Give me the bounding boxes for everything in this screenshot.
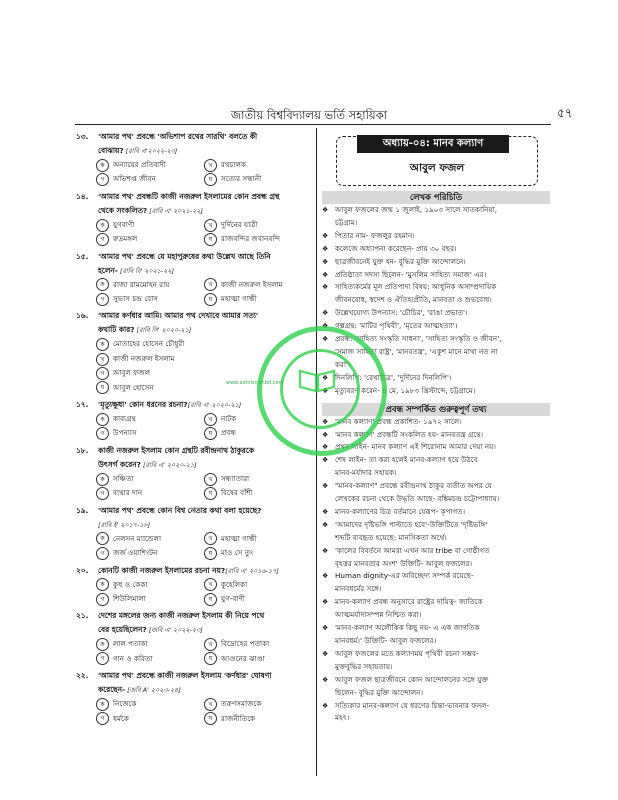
bullet-item bbox=[322, 570, 550, 596]
answer-option bbox=[204, 158, 312, 172]
chapter-title-box bbox=[336, 136, 538, 186]
bullet-text bbox=[335, 674, 550, 700]
question-text-line: করেছেন- [জবি A' ২০২৩-২৪] bbox=[98, 685, 181, 695]
option-letter-circle: ঘ bbox=[204, 427, 217, 440]
option-letter-circle: গ bbox=[96, 293, 109, 306]
bullet-text-line: মুক্তবুদ্ধির সহায়তায়। bbox=[335, 661, 393, 671]
option-letter-circle: গ bbox=[96, 367, 109, 380]
answer-option bbox=[96, 637, 204, 651]
option-text: রাজা রামমোহন রায় bbox=[113, 279, 170, 289]
bullet-item bbox=[322, 545, 550, 571]
option-text: বিদ্রোহের পতাকা bbox=[221, 639, 270, 649]
option-text: গান ও কবিতা bbox=[113, 653, 153, 663]
diamond-bullet-icon: ❖ bbox=[322, 572, 329, 581]
watermark-url: www.admissionbd.com bbox=[226, 380, 284, 386]
book-logo-icon bbox=[298, 367, 336, 393]
question-number: ১৩. bbox=[76, 132, 89, 141]
header-rule bbox=[75, 124, 551, 125]
option-letter-circle: গ bbox=[96, 593, 109, 606]
answer-option bbox=[204, 472, 312, 486]
question-text: 'আমার কর্ণধার আমি। আমার পথ দেখাবে আমার সত্য' bbox=[98, 311, 259, 321]
answer-option bbox=[96, 652, 204, 666]
answer-option bbox=[96, 292, 204, 306]
answer-option bbox=[96, 218, 204, 232]
bullet-text-line: মানব-কল্যাণ প্রবন্ধ অনুসারে রাষ্ট্রের দায়িত্ব- জাতিকে bbox=[335, 597, 483, 607]
option-letter-circle: গ bbox=[96, 712, 109, 725]
bullet-text-line: ছিলেন- বুদ্ধির মুক্তি আন্দোলন। bbox=[335, 687, 424, 697]
question-number: ১৭. bbox=[76, 400, 89, 410]
bullet-text bbox=[335, 648, 550, 674]
option-letter-circle: ক bbox=[96, 473, 109, 486]
diamond-bullet-icon: ❖ bbox=[322, 283, 329, 292]
option-text: সঞ্চিতা bbox=[113, 473, 134, 483]
question-source: [জবি এ' ২০২২-২৩] bbox=[146, 626, 203, 635]
diamond-bullet-icon: ❖ bbox=[322, 309, 329, 318]
bullet-item bbox=[322, 622, 550, 648]
option-grid bbox=[76, 278, 312, 307]
question-item bbox=[76, 564, 312, 607]
option-text: কুহু ও কেকা bbox=[113, 579, 148, 589]
diamond-bullet-icon: ❖ bbox=[322, 322, 329, 331]
question-text-line bbox=[76, 130, 312, 144]
question-text: দেশের মঙ্গলের জন্য কাজী নজরুল ইসলাম কী নিয়ে পথে bbox=[98, 611, 265, 621]
question-number: ২২. bbox=[76, 671, 89, 681]
answer-option bbox=[96, 158, 204, 172]
option-letter-circle: ঘ bbox=[204, 652, 217, 665]
diamond-bullet-icon: ❖ bbox=[322, 244, 329, 253]
answer-option bbox=[204, 592, 312, 606]
bullet-text-line: লেখকের রচনা থেকে উদ্ধৃতি আছে- বঙ্কিমচন্দ্র চট্টোপাধ্যায়। bbox=[335, 494, 500, 504]
option-text: রথচালক bbox=[221, 160, 246, 169]
bullet-item bbox=[322, 281, 550, 307]
bullet-item bbox=[322, 674, 550, 700]
answer-option bbox=[204, 292, 312, 306]
bullet-item bbox=[322, 320, 550, 333]
question-source: [রাবি এ' ২০২১-২২] bbox=[147, 206, 203, 215]
answer-option bbox=[96, 486, 204, 500]
question-text: কাজী নজরুল ইসলাম কোন গ্রন্থটি রবীন্দ্রনাথ ঠাকুরকে bbox=[98, 445, 255, 455]
option-letter-circle: ঘ bbox=[204, 173, 217, 186]
bullet-item bbox=[322, 269, 550, 282]
option-letter-circle: ক bbox=[96, 638, 109, 651]
option-letter-circle: ক bbox=[96, 413, 109, 426]
option-letter-circle: ক bbox=[96, 159, 109, 172]
option-text: দুর্দিনের যাত্রী bbox=[221, 219, 258, 229]
bullet-text bbox=[335, 281, 550, 307]
option-text: রুদ্রমঙ্গল bbox=[113, 234, 138, 244]
option-text: নেলসন ম্যান্ডেলা bbox=[113, 533, 162, 543]
question-number: ১৯. bbox=[76, 505, 89, 515]
diamond-bullet-icon: ❖ bbox=[322, 335, 329, 344]
diamond-bullet-icon: ❖ bbox=[322, 649, 329, 658]
bullet-text-line: আবুল ফজলের মতে কল্যাণময় পৃথিবী রচনা সম্ভব- bbox=[335, 648, 479, 658]
answer-option bbox=[204, 697, 312, 711]
option-letter-circle: গ bbox=[96, 652, 109, 665]
bullet-text bbox=[335, 320, 550, 333]
bullet-item bbox=[322, 243, 550, 256]
question-text: কোনটি কাজী নজরুল ইসলামের রচনা নয়? bbox=[98, 565, 226, 575]
option-text: নিজেকে bbox=[113, 699, 137, 709]
option-letter-circle: ক bbox=[96, 278, 109, 291]
bullet-item bbox=[322, 204, 550, 230]
bullet-text-line: শব্দটি ব্যবহৃত হয়েছে: মানসিকতা অর্থে। bbox=[335, 532, 447, 542]
bullet-text bbox=[335, 700, 550, 726]
question-item bbox=[76, 669, 312, 726]
diamond-bullet-icon: ❖ bbox=[322, 520, 329, 529]
diamond-bullet-icon: ❖ bbox=[322, 675, 329, 684]
question-source: [রাবি এ' ২০২০-২১] bbox=[140, 460, 197, 469]
bullet-text bbox=[335, 454, 550, 480]
bullet-text-line: কলেজে অধ্যাপনা করেছেন- প্রায় ৩০ বছর। bbox=[335, 243, 457, 253]
option-text: বিষের বাঁশী bbox=[221, 488, 253, 498]
bullet-text-line: মানব-মর্যাদার সহায়ক। bbox=[335, 468, 397, 478]
option-letter-circle: ঘ bbox=[204, 593, 217, 606]
diamond-bullet-icon: ❖ bbox=[322, 624, 329, 633]
question-number: ১৫. bbox=[76, 251, 89, 261]
option-text: অভিশপ্ত জীবন bbox=[113, 174, 156, 184]
bullet-text-line: 'মানব কল্যাণ' প্রবন্ধ প্রকাশিত- ১৯৭২ সালে। bbox=[335, 416, 462, 426]
diamond-bullet-icon: ❖ bbox=[322, 231, 329, 240]
answer-option bbox=[204, 578, 312, 592]
answer-option bbox=[96, 712, 204, 726]
question-text-line bbox=[76, 609, 312, 623]
answer-option bbox=[96, 426, 204, 440]
question-text-line bbox=[76, 190, 312, 204]
option-text: যুগবাণী bbox=[113, 219, 135, 229]
bullet-text-line: 'মানব কল্যাণ' প্রবন্ধটি সংকলিত হয়- মানবতন্ত্র গ্রন্থে। bbox=[335, 429, 484, 439]
diamond-bullet-icon: ❖ bbox=[322, 482, 329, 491]
option-text: ব্যথার দান bbox=[113, 488, 143, 498]
question-text-line bbox=[76, 309, 312, 323]
option-letter-circle: গ bbox=[96, 487, 109, 500]
answer-option bbox=[96, 232, 204, 246]
bullet-text-line: জীবনবোধ, স্বদেশ ও ঐতিহ্যপ্রীতি, মানবতা ও শুভবোধ। bbox=[335, 295, 492, 305]
bullet-text-line: "মানব-কল্যাণ" প্রবন্ধে রবীন্দ্রনাথ ঠাকুর ব্যতীত অপর যে bbox=[335, 481, 492, 491]
question-text-line bbox=[76, 504, 312, 518]
option-text: আগুনের ঝাণ্ডা bbox=[221, 653, 265, 663]
option-letter-circle: ক bbox=[96, 532, 109, 545]
question-source: [রাবি সি' ২০২০-২১] bbox=[134, 326, 192, 335]
answer-option bbox=[204, 637, 312, 651]
question-text: 'আমার পথ' প্রবন্ধে যে মহাপুরুষের কথা উল্লেখ আছে তিনি bbox=[98, 251, 271, 261]
question-text-line: থেকে সংকলিত? [রাবি এ' ২০২১-২২] bbox=[98, 205, 203, 215]
bullet-text-line: সত্যিকার মানব-কল্যাণ যে ধরণের চিন্তা-ভাবনার ফসল- bbox=[335, 700, 490, 710]
question-source: [রাবি এ' ২০১৬-১৭] bbox=[225, 566, 279, 575]
bullet-text-line: Human dignity-এর অবিচ্ছেদ্য সম্পর্ক রয়েছে- bbox=[335, 571, 474, 581]
bullet-item bbox=[322, 307, 550, 320]
diamond-bullet-icon: ❖ bbox=[322, 430, 329, 439]
bullet-text-line: আবুল ফজলের জন্ম ১ জুলাই, ১৯০৩ সালে সাতকানিয়া, bbox=[335, 205, 498, 214]
bullet-text bbox=[335, 519, 550, 545]
option-text: যুগ-বাণী bbox=[221, 593, 245, 603]
answer-option bbox=[96, 472, 204, 486]
bullet-text-line: উল্লেখযোগ্য উপন্যাস: 'চৌচির', 'রাঙা প্রভাত'। bbox=[335, 308, 468, 318]
question-item bbox=[76, 504, 312, 561]
bullet-item bbox=[322, 648, 550, 674]
answer-option bbox=[204, 232, 312, 246]
diamond-bullet-icon: ❖ bbox=[322, 257, 329, 266]
bullet-text-line: প্রতিষ্ঠাতা সদস্য ছিলেন- 'মুসলিম সাহিত্য সমাজ' এর। bbox=[335, 269, 487, 279]
question-text-line: হলেন- [রাবি বি' ২০২১-২২] bbox=[98, 265, 175, 275]
question-source: [রাবি এ'২০২২-২৩] bbox=[123, 147, 178, 155]
running-header-title: জাতীয় বিশ্ববিদ্যালয় ভর্তি সহায়িকা bbox=[230, 108, 388, 122]
option-text: ধর্মকে bbox=[113, 713, 129, 723]
chapter-author: আবুল ফজল bbox=[409, 162, 465, 174]
option-letter-circle: খ bbox=[204, 159, 217, 172]
option-text: অন্যায়ের প্রতিবাদী bbox=[113, 160, 166, 169]
question-number: ১৮. bbox=[76, 445, 89, 455]
bullet-text bbox=[335, 307, 550, 320]
question-item bbox=[76, 250, 312, 307]
bullet-text-line: সাহিত্যকর্মের মূল প্রতিপাদ্য বিষয়: আধুনিক অসাম্প্রদায়িক bbox=[335, 282, 497, 292]
question-item bbox=[76, 190, 312, 247]
bullet-text-line: আত্মমর্যাদাসম্পন্ন নিশ্চিত করা। bbox=[335, 610, 422, 620]
answer-option bbox=[96, 578, 204, 592]
question-text-line: কথাটি কার? [রাবি সি' ২০২০-২১] bbox=[98, 325, 192, 335]
answer-option bbox=[96, 532, 204, 546]
option-grid bbox=[76, 578, 312, 607]
diamond-bullet-icon: ❖ bbox=[322, 270, 329, 279]
option-letter-circle: খ bbox=[204, 413, 217, 426]
answer-option bbox=[204, 532, 312, 546]
answer-option bbox=[96, 592, 204, 606]
option-text: লাল পতাকা bbox=[113, 639, 148, 649]
question-text: 'আমার পথ' প্রবন্ধটি কাজী নজরুল ইসলামের কোন প্রবন্ধ গ্রন্থ bbox=[98, 191, 280, 201]
bullet-text bbox=[335, 596, 550, 622]
bullet-text-line: দিনলিপি: 'রেখাচিত্র', 'দুর্দিনের দিনলিপি'। bbox=[335, 372, 452, 382]
option-letter-circle: গ bbox=[96, 233, 109, 246]
question-text-line bbox=[76, 564, 312, 578]
option-text: নাটক bbox=[221, 414, 237, 424]
option-grid bbox=[76, 218, 312, 247]
question-text: 'আমার পথ' প্রবন্ধে কাজী নজরুল ইসলাম 'কর্ণধার' ঘোষণা bbox=[98, 671, 272, 681]
question-text-line bbox=[76, 444, 312, 458]
answer-option bbox=[204, 652, 312, 666]
page-number: ৫৭ bbox=[557, 106, 573, 120]
bullet-item bbox=[322, 519, 550, 545]
question-source: [রাবি বি' ২০২১-২২] bbox=[117, 266, 175, 275]
bullet-text-line: আবুল ফজল ছাত্রজীবনে কোন আন্দোলনের সঙ্গে যুক্ত bbox=[335, 674, 489, 684]
question-number: ১৬. bbox=[76, 311, 89, 321]
bullet-text-line: মানবধর্মের সঙ্গে। bbox=[335, 584, 382, 594]
option-text: মহাত্মা গান্ধী bbox=[221, 294, 257, 304]
answer-option bbox=[204, 218, 312, 232]
bullet-text-line: শেষ লাইন- তা করা হলেই মানব-কল্যাণ হয়ে উঠবে bbox=[335, 455, 478, 465]
question-source: [রাবি এ' ২০২০-২১] bbox=[187, 401, 242, 410]
bullet-item bbox=[322, 596, 550, 622]
option-text: কাজী নজরুল ইসলাম bbox=[113, 353, 175, 363]
bullet-text-line: গল্পগ্রন্থ: 'মাটির পৃথিবী', 'মৃতের আত্মহত্যা'। bbox=[335, 321, 458, 331]
option-grid bbox=[76, 472, 312, 501]
question-text-line bbox=[76, 669, 312, 683]
bullet-text bbox=[335, 230, 550, 243]
question-item bbox=[76, 130, 312, 187]
bullet-text-line: 'কালের বিবর্তনে আমরা এখন আর tribe বা গোষ্ঠীগত bbox=[335, 545, 490, 555]
option-grid bbox=[76, 532, 312, 561]
bullet-text-line: 'মানব-কল্যাণ অলৌকিক কিছু নয়- এ এক জাগতিক bbox=[335, 623, 480, 633]
option-letter-circle: খ bbox=[204, 638, 217, 651]
bullet-item bbox=[322, 256, 550, 269]
question-source: [জবি A' ২০২৩-২৪] bbox=[125, 686, 181, 695]
question-number: ২১. bbox=[76, 611, 89, 621]
question-text-line: উৎসর্গ করেন? [রাবি এ' ২০২০-২১] bbox=[98, 459, 197, 469]
option-text: তরুণসমাজকে bbox=[221, 699, 262, 709]
option-letter-circle: খ bbox=[204, 278, 217, 291]
option-text: মাও সে তুং bbox=[221, 548, 254, 558]
option-grid bbox=[76, 158, 312, 187]
bullet-text-line: প্রথম লাইন- মানব কল্যাণ এই শিরোনাম আমার দেয়া নয়। bbox=[335, 442, 496, 452]
question-number: ১৪. bbox=[76, 191, 89, 201]
diamond-bullet-icon: ❖ bbox=[322, 417, 329, 426]
question-text-line: বোঝায়? [রাবি এ'২০২২-২৩] bbox=[98, 146, 178, 155]
bullet-text-line: করা'। bbox=[335, 359, 351, 369]
option-letter-circle: ক bbox=[96, 338, 109, 351]
essay-facts-list bbox=[322, 416, 550, 726]
answer-option bbox=[204, 712, 312, 726]
bullet-text bbox=[335, 256, 550, 269]
option-letter-circle: খ bbox=[204, 578, 217, 591]
bullet-text-line: মানবধর্ম।' উক্তিটি- আবুল ফজলের। bbox=[335, 636, 437, 645]
answer-option bbox=[204, 278, 312, 292]
bullet-item bbox=[322, 480, 550, 506]
option-grid bbox=[76, 697, 312, 726]
option-letter-circle: ঘ bbox=[204, 712, 217, 725]
diamond-bullet-icon: ❖ bbox=[322, 456, 329, 465]
option-text: আবুল ফজল bbox=[113, 368, 151, 378]
option-text: সত্যের সন্ধানী bbox=[221, 174, 262, 184]
answer-option bbox=[96, 172, 204, 186]
bullet-text-line: মানব-কল্যাণের চিত্র বর্তমানে যেরূপ- কৃপাগত। bbox=[335, 506, 466, 516]
diamond-bullet-icon: ❖ bbox=[322, 386, 329, 395]
answer-option bbox=[96, 412, 204, 426]
question-text-line: বের হয়েছিলেন? [জবি এ' ২০২২-২৩] bbox=[98, 625, 203, 635]
option-text: রাজবন্দির জবানবন্দি bbox=[221, 234, 281, 244]
option-letter-circle: ক bbox=[96, 698, 109, 711]
option-text: কুহেলিকা bbox=[221, 579, 248, 589]
bullet-text bbox=[335, 269, 550, 282]
bullet-item bbox=[322, 230, 550, 243]
diamond-bullet-icon: ❖ bbox=[322, 598, 329, 607]
answer-option bbox=[96, 278, 204, 292]
option-text: উপন্যাস bbox=[113, 428, 137, 438]
diamond-bullet-icon: ❖ bbox=[322, 443, 329, 452]
option-letter-circle: গ bbox=[96, 547, 109, 560]
answer-option bbox=[204, 172, 312, 186]
option-text: সুভাস চন্দ্র বোস bbox=[113, 294, 158, 304]
option-text: মোতাহের হোসেন চৌধুরী bbox=[113, 339, 185, 349]
answer-option bbox=[204, 546, 312, 560]
bullet-text-line: প্রবন্ধ: 'সাহিত্য সংস্কৃতি সাধনা', 'সাহিত্য সংস্কৃতি ও জীবন', bbox=[335, 334, 502, 344]
option-letter-circle: খ bbox=[204, 532, 217, 545]
question-item bbox=[76, 444, 312, 501]
bullet-text bbox=[335, 441, 550, 454]
question-text: 'আমার পথ' প্রবন্ধে 'অভিশাপ রথের সারথি' বলতে কী bbox=[98, 132, 258, 141]
bullet-text bbox=[335, 204, 550, 230]
question-text-line bbox=[76, 250, 312, 264]
option-text: জর্জ ওয়াশিংটন bbox=[113, 548, 158, 558]
watermark-logo bbox=[257, 326, 387, 456]
bullet-text-line: পিতার নাম- ফজলুর রহমান। bbox=[335, 230, 415, 240]
bullet-text-line: বৃহত্তর মানবতার অংশ' উক্তিটি- আবুল ফজলের। bbox=[335, 558, 473, 568]
bullet-text-line: মহৎ। bbox=[335, 713, 350, 723]
option-text: শিউলিমালা bbox=[113, 593, 146, 603]
question-number: ২০. bbox=[76, 565, 89, 575]
answer-option bbox=[204, 486, 312, 500]
bullet-text-line: ছাত্রজীবনেই যুক্ত হন- বুদ্ধির মুক্তি আন্দোলনে। bbox=[335, 256, 466, 266]
option-text: কাজী নজরুল ইসলাম bbox=[221, 279, 283, 289]
option-letter-circle: খ bbox=[96, 353, 109, 366]
essay-facts-heading: প্রবন্ধ সম্পর্কিত গুরুত্বপূর্ণ তথ্য bbox=[322, 403, 550, 416]
option-letter-circle: খ bbox=[204, 698, 217, 711]
bullet-text bbox=[335, 506, 550, 519]
bullet-item bbox=[322, 506, 550, 519]
bullet-item bbox=[322, 454, 550, 480]
bullet-text-line: 'সমাজ সাহিত্য রাষ্ট্র', 'মানবতন্ত্র', 'একুশ মানে মাথা নত না bbox=[335, 346, 498, 356]
bullet-text-line: মৃত্যুবরণ করেন- ৪ মে, ১৯৮৩ খ্রিস্টাব্দে, চট্টগ্রামে। bbox=[335, 385, 476, 395]
option-letter-circle: ঘ bbox=[204, 293, 217, 306]
option-text: সন্ধ্যাতারা bbox=[221, 473, 250, 483]
bullet-text-line: 'আমাদের দৃষ্টিভঙ্গি পাল্টাতে হবে'-উক্তিটিতে 'দৃষ্টিভঙ্গি' bbox=[335, 519, 488, 529]
option-text: কাব্যগ্রন্থ bbox=[113, 414, 136, 424]
option-letter-circle: ক bbox=[96, 578, 109, 591]
option-letter-circle: ঘ bbox=[96, 381, 109, 394]
option-letter-circle: ঘ bbox=[204, 233, 217, 246]
question-item bbox=[76, 609, 312, 666]
question-source: [রাবি ই' ২০১৭-১৮] bbox=[98, 520, 151, 529]
option-text: প্রবন্ধ bbox=[221, 428, 237, 438]
option-grid bbox=[76, 637, 312, 666]
option-letter-circle: ঘ bbox=[204, 487, 217, 500]
option-text: মহাত্মা গান্ধী bbox=[221, 533, 257, 543]
bullet-text bbox=[335, 480, 550, 506]
diamond-bullet-icon: ❖ bbox=[322, 373, 329, 382]
answer-option bbox=[96, 546, 204, 560]
diamond-bullet-icon: ❖ bbox=[322, 701, 329, 710]
question-text: 'আমার পথ' প্রবন্ধে কোন বিশ্ব নেতার কথা বলা হয়েছে? bbox=[98, 505, 262, 515]
answer-option bbox=[96, 697, 204, 711]
option-text: আবুল হোসেন bbox=[113, 382, 154, 392]
bullet-text-line: চট্টগ্রাম। bbox=[335, 217, 358, 227]
option-text: রাজনীতিকে bbox=[221, 713, 256, 723]
bullet-item bbox=[322, 700, 550, 726]
author-intro-heading: লেখক পরিচিতি bbox=[322, 191, 550, 204]
option-letter-circle: খ bbox=[204, 219, 217, 232]
option-letter-circle: খ bbox=[204, 473, 217, 486]
option-letter-circle: ক bbox=[96, 219, 109, 232]
bullet-text bbox=[335, 622, 550, 648]
bullet-text bbox=[335, 570, 550, 596]
diamond-bullet-icon: ❖ bbox=[322, 546, 329, 555]
option-letter-circle: গ bbox=[96, 427, 109, 440]
chapter-title: অধ্যায়-০৪: মানব কল্যাণ bbox=[357, 135, 509, 153]
option-letter-circle: ঘ bbox=[204, 547, 217, 560]
question-text: 'মৃত্যুক্ষুধা' কোন ধরনের রচনা? bbox=[98, 400, 188, 410]
diamond-bullet-icon: ❖ bbox=[322, 206, 329, 214]
option-letter-circle: গ bbox=[96, 173, 109, 186]
bullet-text bbox=[335, 243, 550, 256]
bullet-text bbox=[335, 545, 550, 571]
diamond-bullet-icon: ❖ bbox=[322, 507, 329, 516]
